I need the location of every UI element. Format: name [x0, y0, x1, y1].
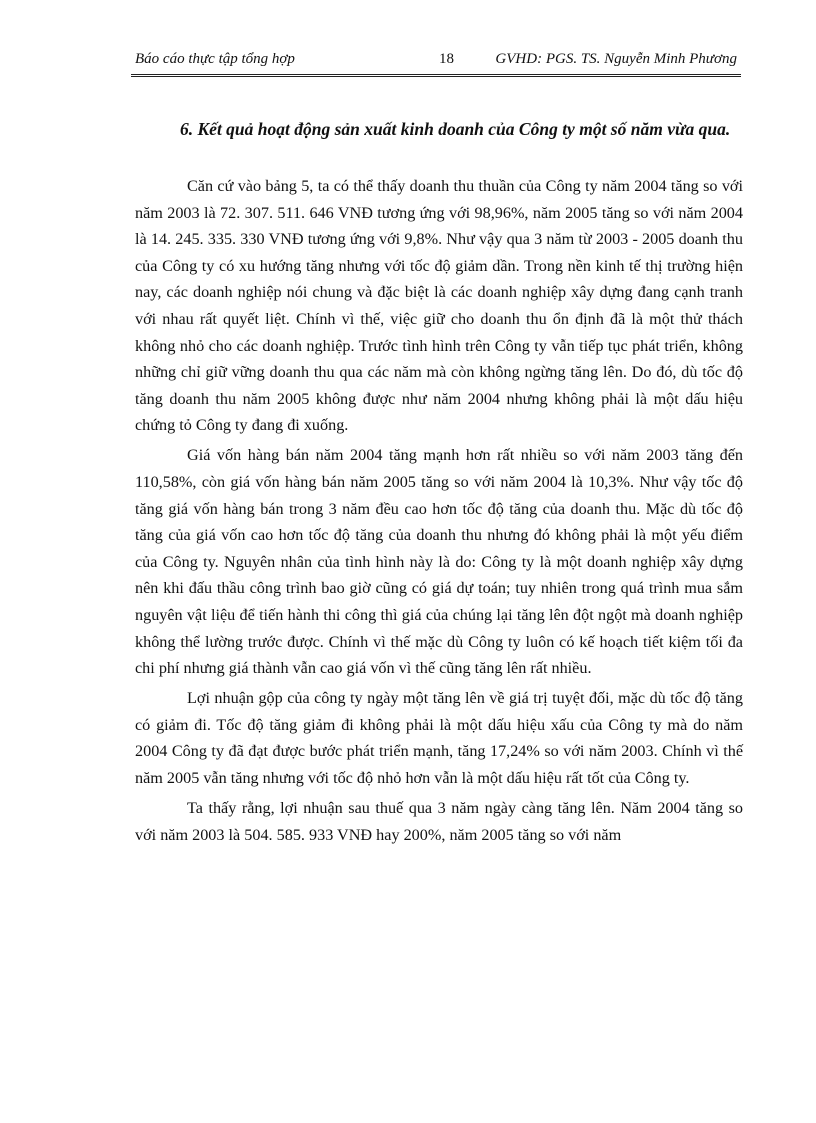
paragraph-gross-profit: Lợi nhuận gộp của công ty ngày một tăng lên về giá trị tuyệt đối, mặc dù tốc độ tăng có giảm đi. Tốc độ tăng giảm đi không phải là một dấu hiệu xấu của Công ty mà do năm 2004 Công ty đã đạt được bước phát triển mạnh, tăng 17,24% so với năm 2003. Chính vì thế năm 2005 vẫn tăng nhưng với tốc độ nhỏ hơn vẫn là một dấu hiệu rất tốt của Công ty.: [135, 689, 743, 788]
page-number: 18: [439, 51, 454, 67]
paragraph-net-profit: Ta thấy rằng, lợi nhuận sau thuế qua 3 năm ngày càng tăng lên. Năm 2004 tăng so với năm 2003 là 504. 585. 933 VNĐ hay 200%, năm 2005 tăng so với năm: [135, 799, 743, 844]
paragraph-revenue: Căn cứ vào bảng 5, ta có thể thấy doanh thu thuần của Công ty năm 2004 tăng so với năm 2003 là 72. 307. 511. 646 VNĐ tương ứng với 98,96%, năm 2005 tăng so với năm 2004 là 14. 245. 335. 330 VNĐ tương ứng với 9,8%. Như vậy qua 3 năm từ 2003 - 2005 doanh thu của Công ty có xu hướng tăng nhưng với tốc độ giảm dần. Trong nền kinh tế thị trường hiện nay, các doanh nghiệp nói chung và đặc biệt là các doanh nghiệp xây dựng đang cạnh tranh với nhau rất quyết liệt. Chính vì thế, việc giữ cho doanh thu ổn định đã là một thử thách không nhỏ cho các doanh nghiệp. Trước tình hình trên Công ty vẫn tiếp tục phát triển, không những chỉ giữ vững doanh thu qua các năm mà còn không ngừng tăng lên. Do đó, dù tốc độ tăng doanh thu năm 2005 không được như năm 2004 nhưng không phải là một dấu hiệu chứng tỏ Công ty đang đi xuống.: [135, 177, 743, 435]
section-heading: 6. Kết quả hoạt động sản xuất kinh doanh của Công ty một số năm vừa qua.: [180, 119, 731, 139]
page-header: [131, 48, 741, 72]
body-text: [135, 173, 743, 852]
header-rule: [131, 74, 741, 77]
header-report-title: Báo cáo thực tập tổng hợp: [135, 51, 295, 67]
paragraph-cost-of-goods: Giá vốn hàng bán năm 2004 tăng mạnh hơn rất nhiều so với năm 2003 tăng đến 110,58%, còn giá vốn hàng bán năm 2005 tăng so với năm 2004 là 10,3%. Như vậy tốc độ tăng giá vốn hàng bán trong 3 năm đều cao hơn tốc độ tăng của doanh thu. Mặc dù tốc độ tăng của giá vốn cao hơn tốc độ tăng của doanh thu nhưng đó không phải là một yếu điểm của Công ty. Nguyên nhân của tình hình này là do: Công ty là một doanh nghiệp xây dựng nên khi đấu thầu công trình bao giờ cũng có giá dự toán; tuy nhiên trong quá trình mua sắm nguyên vật liệu để tiến hành thi công thì giá của chúng lại tăng lên đột ngột mà doanh nghiệp không thể lường trước được. Chính vì thế mặc dù Công ty luôn có kế hoạch tiết kiệm tối đa chi phí nhưng giá thành vẫn cao giá vốn vì thế cũng tăng lên rất nhiều.: [135, 446, 743, 678]
header-supervisor: GVHD: PGS. TS. Nguyễn Minh Phương: [495, 51, 737, 67]
